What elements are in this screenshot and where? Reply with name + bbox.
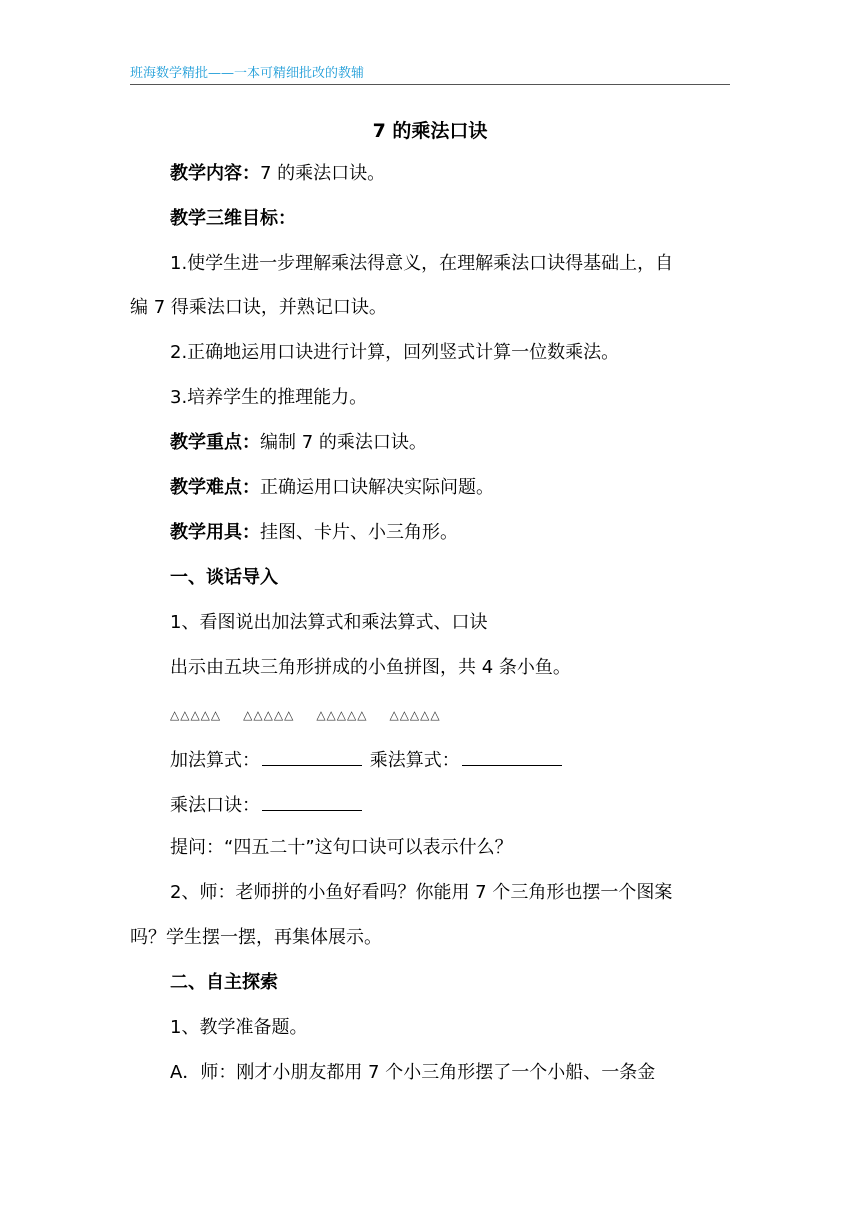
content-text: 7 的乘法口诀。 — [260, 163, 386, 184]
mul-label: 乘法算式： — [369, 750, 460, 771]
formula-line — [170, 747, 730, 772]
s1-item2-a: 2、师：老师拼的小鱼好看吗？你能用 7 个三角形也摆一个图案 — [170, 882, 673, 903]
triangle-fish-1: △△△△△ — [170, 708, 222, 722]
content-line — [170, 163, 730, 185]
triangle-fish-4: △△△△△ — [389, 708, 441, 722]
s1-item1: 1、看图说出加法算式和乘法算式、口诀 — [170, 612, 488, 633]
section1-heading: 一、谈话导入 — [170, 567, 278, 588]
difficulty-label: 教学难点： — [170, 477, 260, 498]
rhyme-line — [170, 792, 730, 817]
tools-label: 教学用具： — [170, 522, 260, 543]
difficulty-line — [170, 477, 730, 499]
question-line: 提问：“四五二十”这句口诀可以表示什么？ — [170, 837, 513, 858]
page-title: 7 的乘法口诀 — [372, 120, 488, 142]
triangle-fish-3: △△△△△ — [316, 708, 368, 722]
section2-heading: 二、自主探索 — [170, 972, 278, 993]
tools-text: 挂图、卡片、小三角形。 — [260, 522, 458, 543]
goal1-line-a: 1.使学生进一步理解乘法得意义，在理解乘法口诀得基础上，自 — [170, 253, 674, 274]
difficulty-text: 正确运用口诀解决实际问题。 — [260, 477, 494, 498]
mul-blank — [462, 747, 562, 766]
key-line — [170, 432, 730, 454]
goal2-line: 2.正确地运用口诀进行计算，回列竖式计算一位数乘法。 — [170, 342, 620, 363]
add-blank — [262, 747, 362, 766]
s1-show: 出示由五块三角形拼成的小鱼拼图，共 4 条小鱼。 — [170, 657, 571, 678]
rhyme-blank — [262, 792, 362, 811]
tools-line — [170, 522, 730, 544]
key-text: 编制 7 的乘法口诀。 — [260, 432, 427, 453]
triangle-fish-2: △△△△△ — [243, 708, 295, 722]
s1-item2-b: 吗？学生摆一摆，再集体展示。 — [130, 927, 382, 948]
page-header: 班海数学精批——一本可精细批改的教辅 — [130, 62, 730, 85]
goal1-line-b: 编 7 得乘法口诀，并熟记口诀。 — [130, 297, 387, 318]
goals-label: 教学三维目标： — [170, 208, 296, 229]
s2-item1: 1、教学准备题。 — [170, 1017, 308, 1038]
content-label: 教学内容： — [170, 163, 260, 184]
goal3-line: 3.培养学生的推理能力。 — [170, 387, 368, 408]
s2-a: A．师：刚才小朋友都用 7 个小三角形摆了一个小船、一条金 — [170, 1062, 656, 1083]
rhyme-label: 乘法口诀： — [170, 795, 260, 816]
key-label: 教学重点： — [170, 432, 260, 453]
triangle-row — [170, 704, 730, 726]
add-label: 加法算式： — [170, 750, 260, 771]
